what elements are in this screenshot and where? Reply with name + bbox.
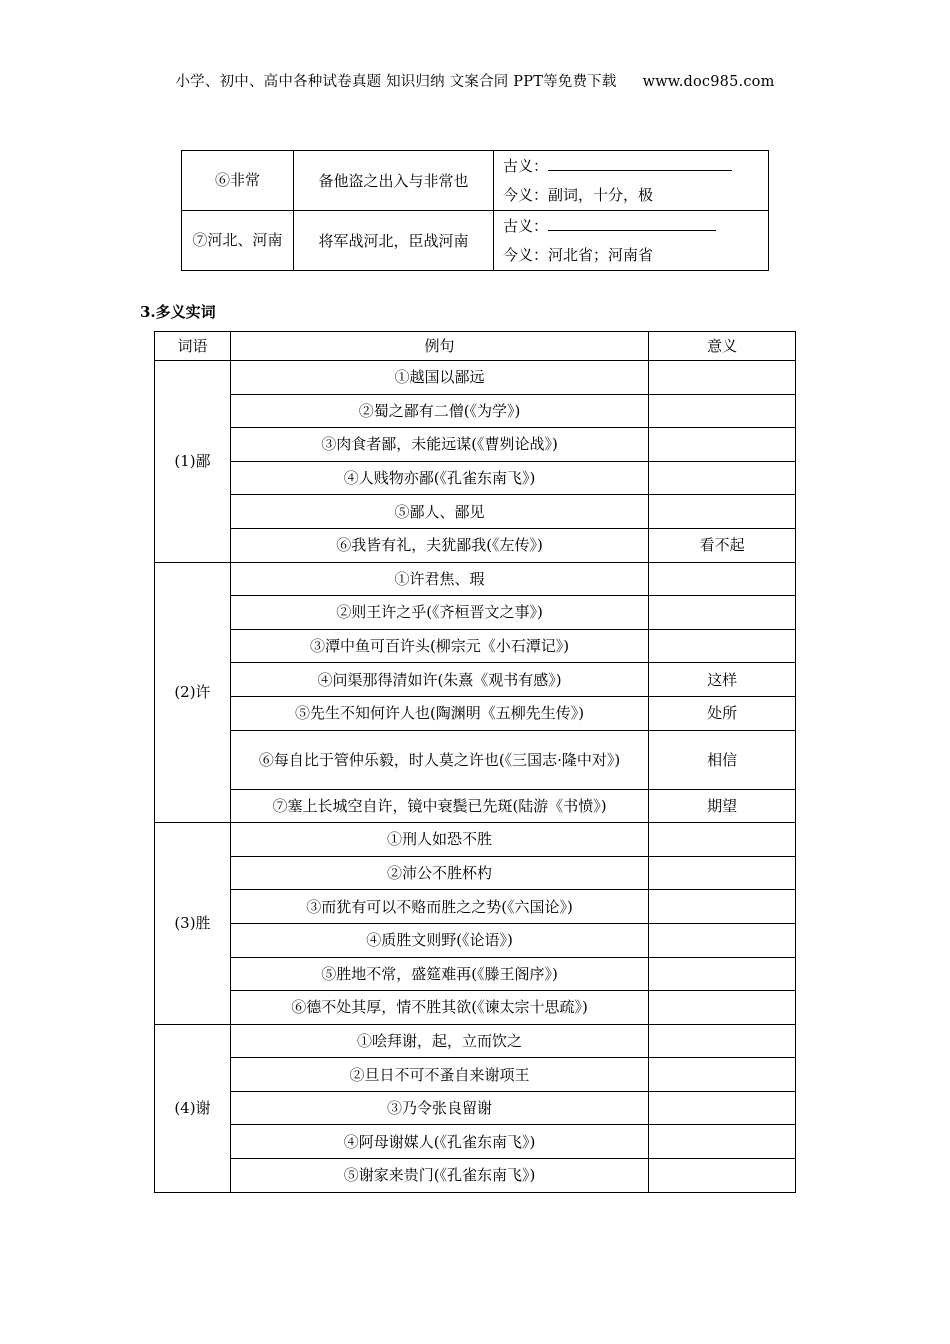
example-cell: ④质胜文则野(《论语》): [230, 923, 648, 957]
example-cell: ⑦塞上长城空自许，镜中衰鬓已先斑(陆游《书愤》): [230, 789, 648, 823]
table-row: [155, 789, 796, 823]
meaning-cell: [649, 394, 796, 428]
table-row: [155, 1091, 796, 1125]
table-row: [155, 923, 796, 957]
header-text: 小学、初中、高中各种试卷真题 知识归纳 文案合同 PPT等免费下载: [175, 74, 617, 90]
example-cell: ④阿母谢媒人(《孔雀东南飞》): [230, 1125, 648, 1159]
meaning-cell: [649, 957, 796, 991]
meaning-cell: [649, 823, 796, 857]
meaning-cell: 看不起: [649, 528, 796, 562]
example-cell: ③而犹有可以不赂而胜之之势(《六国论》): [230, 890, 648, 924]
meaning-cell: [649, 461, 796, 495]
meaning-cell: [649, 596, 796, 630]
meaning-cell: [649, 629, 796, 663]
ancient-meaning-label: 古义：: [503, 156, 549, 175]
section-title: 3.多义实词: [140, 303, 216, 321]
table-row: [155, 696, 796, 730]
meaning-cell: 期望: [649, 789, 796, 823]
header-example: 例句: [230, 332, 648, 361]
example-cell: ②沛公不胜杯杓: [230, 856, 648, 890]
example-cell: ⑤鄙人、鄙见: [230, 495, 648, 529]
table-row: [155, 562, 796, 596]
table-row: [155, 1058, 796, 1092]
example-cell: ⑤先生不知何许人也(陶渊明《五柳先生传》): [230, 696, 648, 730]
table-row: [155, 394, 796, 428]
example-cell: ⑥我皆有礼，夫犹鄙我(《左传》): [230, 528, 648, 562]
word-cell: ⑦河北、河南: [182, 211, 294, 271]
table-row: [155, 528, 796, 562]
ancient-meaning-label: 古义：: [503, 216, 549, 235]
meaning-cell: [649, 890, 796, 924]
example-cell: ③潭中鱼可百许头(柳宗元《小石潭记》): [230, 629, 648, 663]
meaning-cell: [649, 991, 796, 1025]
example-cell: ③肉食者鄙，未能远谋(《曹刿论战》): [230, 428, 648, 462]
meaning-cell: [649, 428, 796, 462]
table-row: [155, 1159, 796, 1193]
example-cell: ②蜀之鄙有二僧(《为学》): [230, 394, 648, 428]
polysemy-table: [154, 331, 796, 1193]
meaning-cell: [649, 495, 796, 529]
example-cell: ④问渠那得清如许(朱熹《观书有感》): [230, 663, 648, 697]
meaning-cell: [494, 211, 769, 271]
example-cell: ①刑人如恐不胜: [230, 823, 648, 857]
meaning-cell: 相信: [649, 730, 796, 789]
meaning-cell: 这样: [649, 663, 796, 697]
example-cell: ④人贱物亦鄙(《孔雀东南飞》): [230, 461, 648, 495]
meaning-cell: [649, 1159, 796, 1193]
table-row: [155, 1125, 796, 1159]
header-url: www.doc985.com: [642, 74, 775, 90]
table-row: [155, 1024, 796, 1058]
meaning-cell: [649, 923, 796, 957]
sentence-cell: 将军战河北，臣战河南: [294, 211, 494, 271]
modern-meaning: 今义：河北省；河南省: [503, 245, 654, 264]
table-row: [155, 823, 796, 857]
meaning-cell: [649, 856, 796, 890]
sentence-cell: 备他盗之出入与非常也: [294, 151, 494, 211]
table-row: [155, 428, 796, 462]
word-cell: (2)许: [155, 562, 231, 823]
example-cell: ⑥每自比于管仲乐毅，时人莫之许也(《三国志·隆中对》): [230, 730, 648, 789]
table-row: [182, 151, 769, 211]
header-meaning: 意义: [649, 332, 796, 361]
meaning-cell: 处所: [649, 696, 796, 730]
table-row: [182, 211, 769, 271]
modern-meaning: 今义：副词，十分，极: [503, 185, 654, 204]
answer-blank: [548, 216, 716, 231]
example-cell: ②则王许之乎(《齐桓晋文之事》): [230, 596, 648, 630]
meaning-cell: [649, 361, 796, 395]
meaning-cell: [649, 1024, 796, 1058]
table-row: [155, 629, 796, 663]
example-cell: ⑤胜地不常，盛筵难再(《滕王阁序》): [230, 957, 648, 991]
header-word: 词语: [155, 332, 231, 361]
table-row: [155, 596, 796, 630]
example-cell: ②旦日不可不蚤自来谢项王: [230, 1058, 648, 1092]
table-row: [155, 991, 796, 1025]
example-cell: ①越国以鄙远: [230, 361, 648, 395]
table-row: [155, 890, 796, 924]
example-cell: ⑤谢家来贵门(《孔雀东南飞》): [230, 1159, 648, 1193]
meaning-cell: [649, 1125, 796, 1159]
example-cell: ⑥德不处其厚，情不胜其欲(《谏太宗十思疏》): [230, 991, 648, 1025]
table-row: [155, 495, 796, 529]
meaning-cell: [494, 151, 769, 211]
table-row: [155, 663, 796, 697]
meaning-cell: [649, 1091, 796, 1125]
table-row: [155, 730, 796, 789]
word-cell: (1)鄙: [155, 361, 231, 563]
table-row: [155, 957, 796, 991]
example-cell: ③乃令张良留谢: [230, 1091, 648, 1125]
table-row: [155, 856, 796, 890]
ancient-modern-meaning-table: [181, 150, 769, 271]
table-header-row: [155, 332, 796, 361]
table-row: [155, 461, 796, 495]
word-cell: (3)胜: [155, 823, 231, 1025]
answer-blank: [548, 156, 732, 171]
example-cell: ①许君焦、瑕: [230, 562, 648, 596]
meaning-cell: [649, 562, 796, 596]
word-cell: (4)谢: [155, 1024, 231, 1192]
meaning-cell: [649, 1058, 796, 1092]
table-row: [155, 361, 796, 395]
page-header: [0, 70, 950, 91]
word-cell: ⑥非常: [182, 151, 294, 211]
example-cell: ①哙拜谢，起，立而饮之: [230, 1024, 648, 1058]
